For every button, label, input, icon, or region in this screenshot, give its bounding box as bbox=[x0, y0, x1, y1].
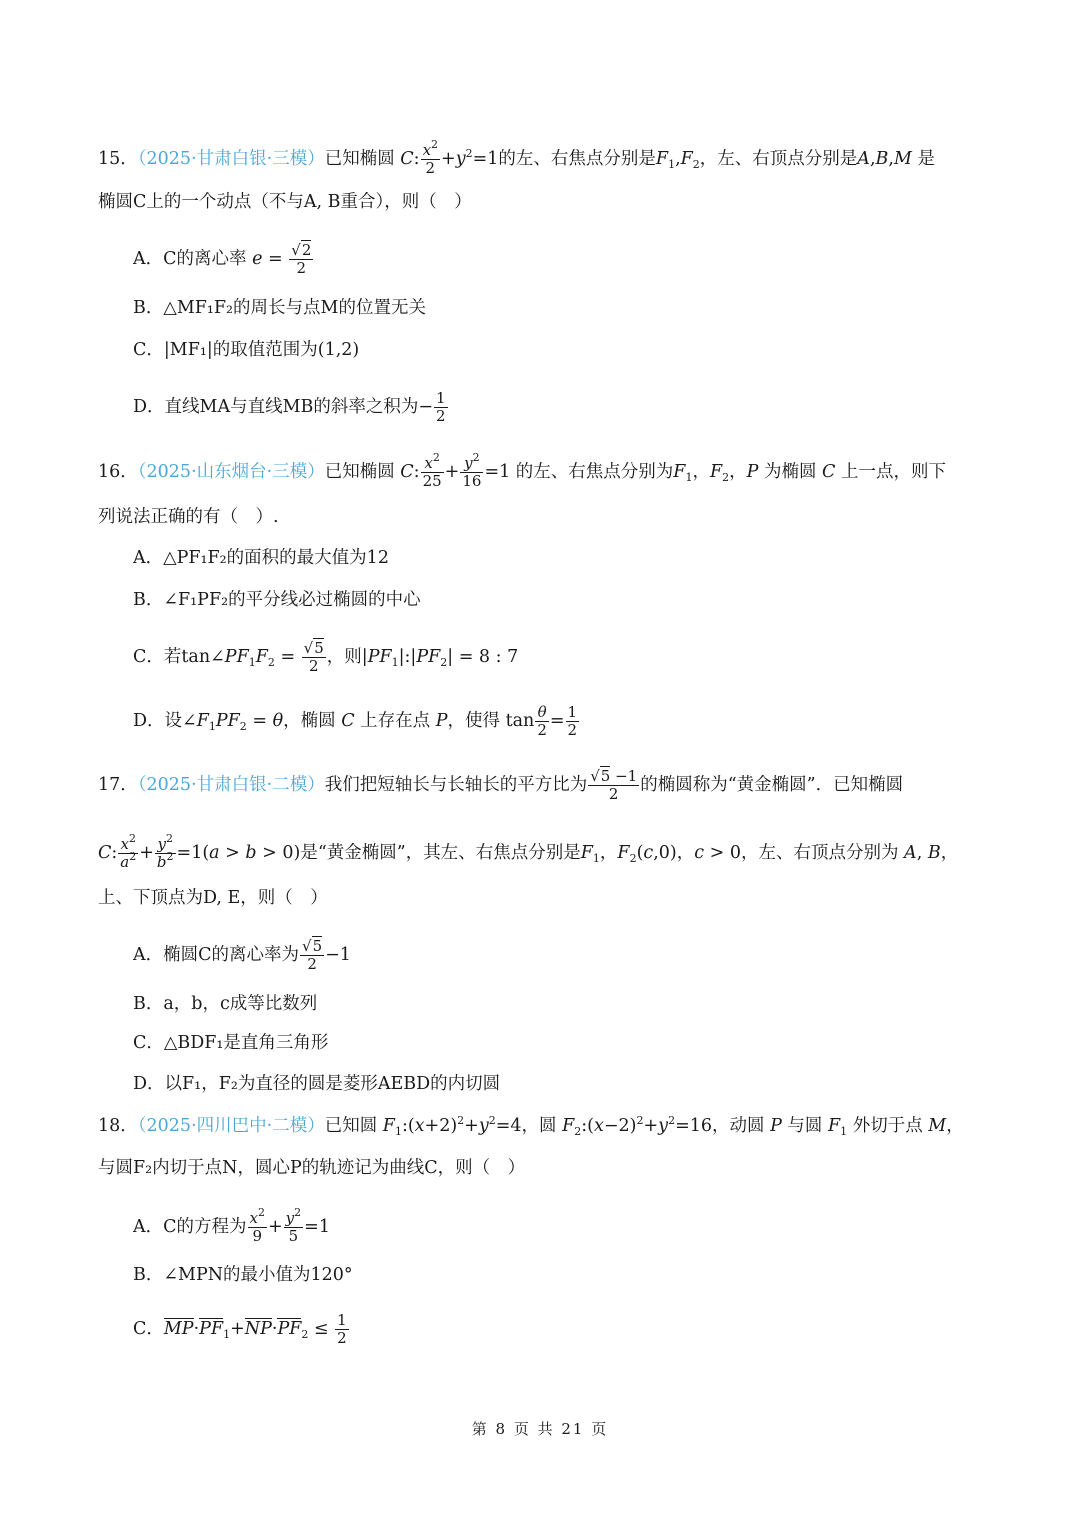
q18-stem: 18．（2025·四川巴中·二模）已知圆 $F_1:(x+2)^2+y^2=4$，圆 $F_2:(x-2)^2+y^2=16$，动圆 P 与圆 $F_1$ 外切于点 M， bbox=[98, 1114, 964, 1138]
q18-source: （2025·四川巴中·二模） bbox=[137, 1116, 325, 1136]
q16-stem-line2: 列说法正确的有（ ）. bbox=[98, 507, 279, 527]
q17-stem-line2: C: $\frac{x^2}{a^2}$ + $\frac{y^2}{b^2}$ =1(a > b > 0)是“黄金椭圆”，其左、右焦点分别是$F_1$，$F_2(c,0)$，c > 0，左、右顶点分别为 A, B， bbox=[98, 832, 959, 871]
q17-stem-line3: 上、下顶点为D, E，则（ ） bbox=[98, 888, 328, 908]
q17-option-b: B．a，b，c成等比数列 bbox=[133, 994, 318, 1014]
q15-option-a: A．C的离心率 e = $\frac{√2}{2}$ bbox=[133, 241, 312, 277]
q18-option-b: B．∠MPN的最小值为120° bbox=[133, 1265, 353, 1285]
q17-source: （2025·甘肃白银·二模） bbox=[137, 775, 325, 795]
q15-option-d: D．直线MA与直线MB的斜率之积为− $\frac{1}{2}$ bbox=[133, 389, 446, 425]
q16-number: 16． bbox=[98, 462, 138, 482]
q18-stem-line2: 与圆F₂内切于点N，圆心P的轨迹记为曲线C，则（ ） bbox=[98, 1158, 526, 1178]
q17-option-d: D．以F₁，F₂为直径的圆是菱形AEBD的内切圆 bbox=[133, 1074, 501, 1094]
q17-stem: 17．（2025·甘肃白银·二模）我们把短轴长与长轴长的平方比为 $\frac{√5 -1}{2}$ 的椭圆称为“黄金椭圆”．已知椭圆 bbox=[98, 767, 904, 803]
q18-option-c: C．$MP\cdot PF_1+NP\cdot PF_2$ ≤ $\frac{1}{2}$ bbox=[133, 1311, 347, 1347]
q15-number: 15． bbox=[98, 149, 138, 169]
q15-source: （2025·甘肃白银·三模） bbox=[137, 149, 325, 169]
q16-source: （2025·山东烟台·三模） bbox=[137, 462, 325, 482]
q15-option-c: C．|MF₁|的取值范围为(1,2) bbox=[133, 340, 360, 360]
q17-number: 17． bbox=[98, 775, 138, 795]
q18-number: 18． bbox=[98, 1116, 138, 1136]
page-footer: 第 8 页 共 21 页 bbox=[471, 1420, 609, 1438]
q15-stem-line2: 椭圆C上的一个动点（不与A, B重合），则（ ） bbox=[98, 192, 472, 212]
q15-option-b: B．△MF₁F₂的周长与点M的位置无关 bbox=[133, 298, 426, 318]
q16-stem: 16．（2025·山东烟台·三模）已知椭圆 C: $\frac{x^2}{25}$ + $\frac{y^2}{16}$ =1 的左、右焦点分别为$F_1$，$F_2$，P 为椭圆 C 上一点，则下 bbox=[98, 451, 946, 490]
q18-option-a: A．C的方程为 $\frac{x^2}{9}$ + $\frac{y^2}{5}$ =1 bbox=[133, 1206, 330, 1245]
q16-option-a: A．△PF₁F₂的面积的最大值为12 bbox=[133, 548, 389, 568]
q16-option-b: B．∠F₁PF₂的平分线必过椭圆的中心 bbox=[133, 590, 421, 610]
q15-stem: 15．（2025·甘肃白银·三模）已知椭圆 C: $\frac{x^2}{2}$ $+y^2=1$的左、右焦点分别是$F_1,F_2$，左、右顶点分别是A,B,M 是 bbox=[98, 138, 935, 177]
q17-option-a: A．椭圆C的离心率为 $\frac{√5}{2}$ −1 bbox=[133, 937, 351, 973]
q16-option-d: D．设$\angle F_1PF_2 = \theta$，椭圆 C 上存在点 P，使得 tan $\frac{\theta}{2}$ = $\frac{1}{2}$ bbox=[133, 703, 578, 739]
q17-option-c: C．△BDF₁是直角三角形 bbox=[133, 1033, 329, 1053]
q16-option-c: C．若$\tan\angle PF_1F_2$ = $\frac{√5}{2}$ ，则$|PF_1|:|PF_2| = 8$ : 7 bbox=[133, 639, 519, 675]
